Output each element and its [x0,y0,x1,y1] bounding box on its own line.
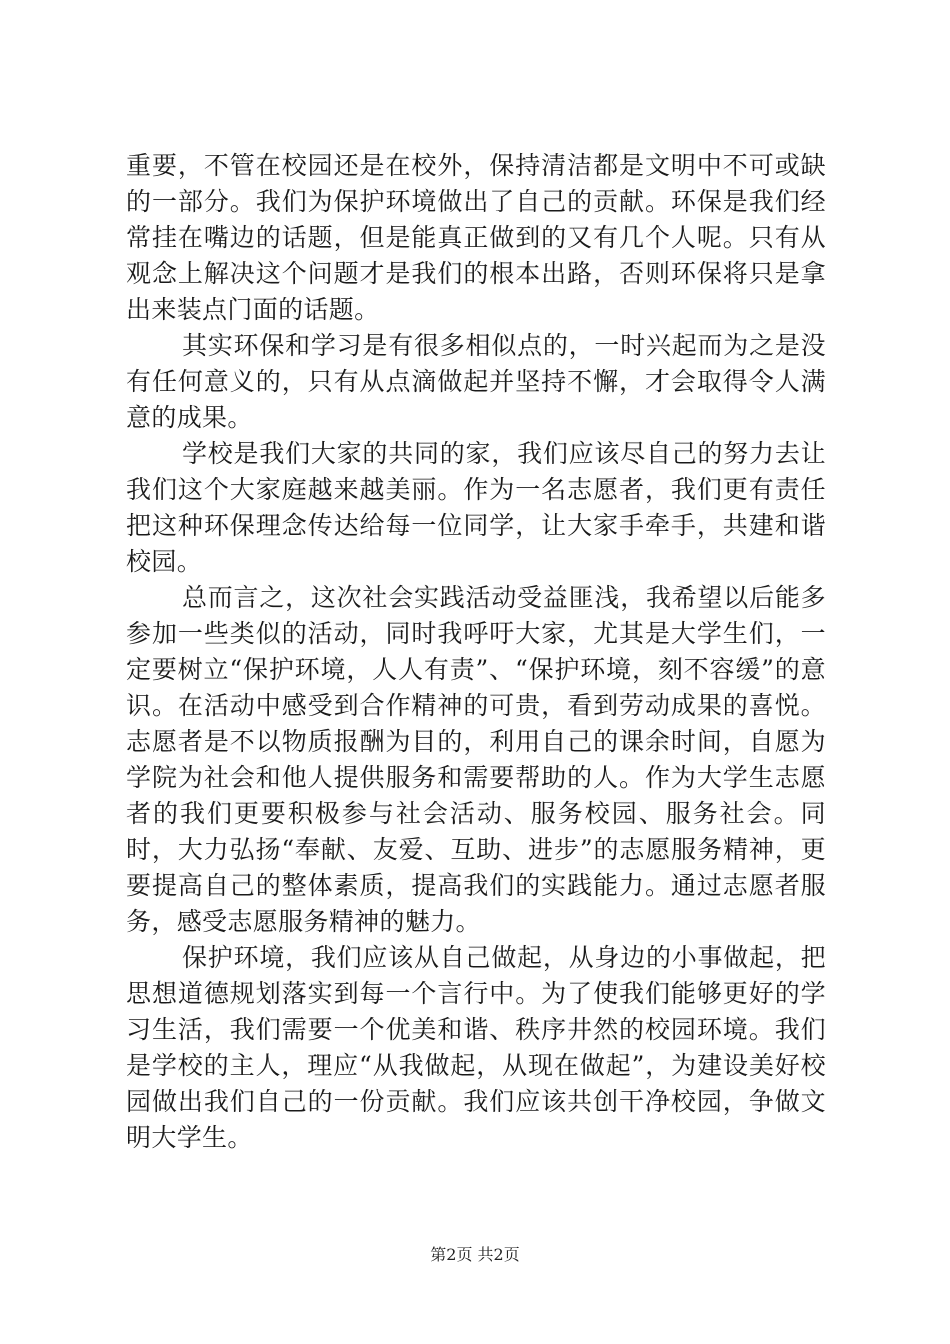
document-body [126,148,826,1156]
paragraph: 总而言之，这次社会实践活动受益匪浅，我希望以后能多参加一些类似的活动，同时我呼吁大家，尤其是大学生们，一定要树立“保护环境，人人有责”、“保护环境，刻不容缓”的意识。在活动中感受到合作精神的可贵，看到劳动成果的喜悦。志愿者是不以物质报酬为目的，利用自己的课余时间，自愿为学院为社会和他人提供服务和需要帮助的人。作为大学生志愿者的我们更要积极参与社会活动、服务校园、服务社会。同时，大力弘扬“奉献、友爱、互助、进步”的志愿服务精神，更要提高自己的整体素质，提高我们的实践能力。通过志愿者服务，感受志愿服务精神的魅力。 [126,583,826,936]
paragraph: 其实环保和学习是有很多相似点的，一时兴起而为之是没有任何意义的，只有从点滴做起并坚持不懈，才会取得令人满意的成果。 [126,331,826,432]
paragraph-continued: 重要，不管在校园还是在校外，保持清洁都是文明中不可或缺的一部分。我们为保护环境做出了自己的贡献。环保是我们经常挂在嘴边的话题，但是能真正做到的又有几个人呢。只有从观念上解决这个问题才是我们的根本出路，否则环保将只是拿出来装点门面的话题。 [126,151,826,324]
paragraph: 学校是我们大家的共同的家，我们应该尽自己的努力去让我们这个大家庭越来越美丽。作为一名志愿者，我们更有责任把这种环保理念传达给每一位同学，让大家手牵手，共建和谐校园。 [126,439,826,576]
paragraph: 保护环境，我们应该从自己做起，从身边的小事做起，把思想道德规划落实到每一个言行中。为了使我们能够更好的学习生活，我们需要一个优美和谐、秩序井然的校园环境。我们是学校的主人，理应“从我做起，从现在做起”，为建设美好校园做出我们自己的一份贡献。我们应该共创干净校园，争做文明大学生。 [126,943,826,1152]
page-number-footer: 第2页 共2页 [430,1245,520,1264]
